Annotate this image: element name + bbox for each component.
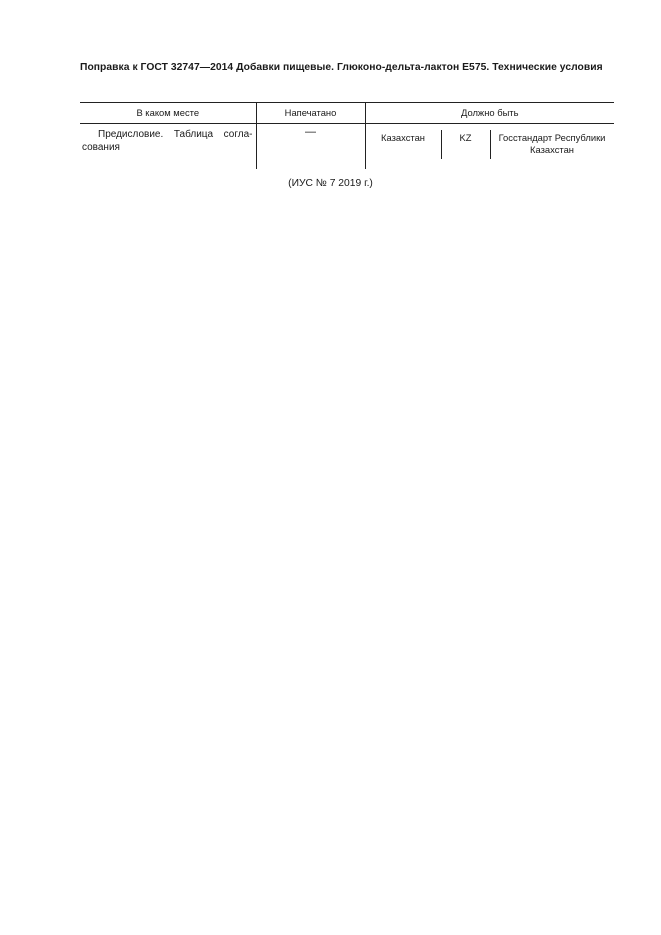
table-row	[80, 124, 614, 170]
document-title: Поправка к ГОСТ 32747—2014 Добавки пищевые. Глюконо-дельта-лактон E575. Технические условия	[80, 62, 603, 73]
country-code: KZ	[441, 130, 491, 159]
source-note: (ИУС № 7 2019 г.)	[288, 178, 373, 189]
country-name: Казахстан	[381, 132, 425, 143]
header-should-be: Должно быть	[365, 103, 614, 124]
cell-place-text: Предисловие. Таблица согла-сования	[82, 129, 253, 153]
standards-organization: Госстандарт Республики Казахстан	[498, 132, 606, 155]
cell-place	[80, 124, 256, 170]
cell-should-be	[365, 124, 614, 170]
errata-table	[80, 102, 614, 169]
table-header-row	[80, 103, 614, 124]
cell-printed: —	[256, 124, 365, 170]
header-printed: Напечатано	[256, 103, 365, 124]
header-place: В каком месте	[80, 103, 256, 124]
should-be-group	[366, 124, 615, 165]
